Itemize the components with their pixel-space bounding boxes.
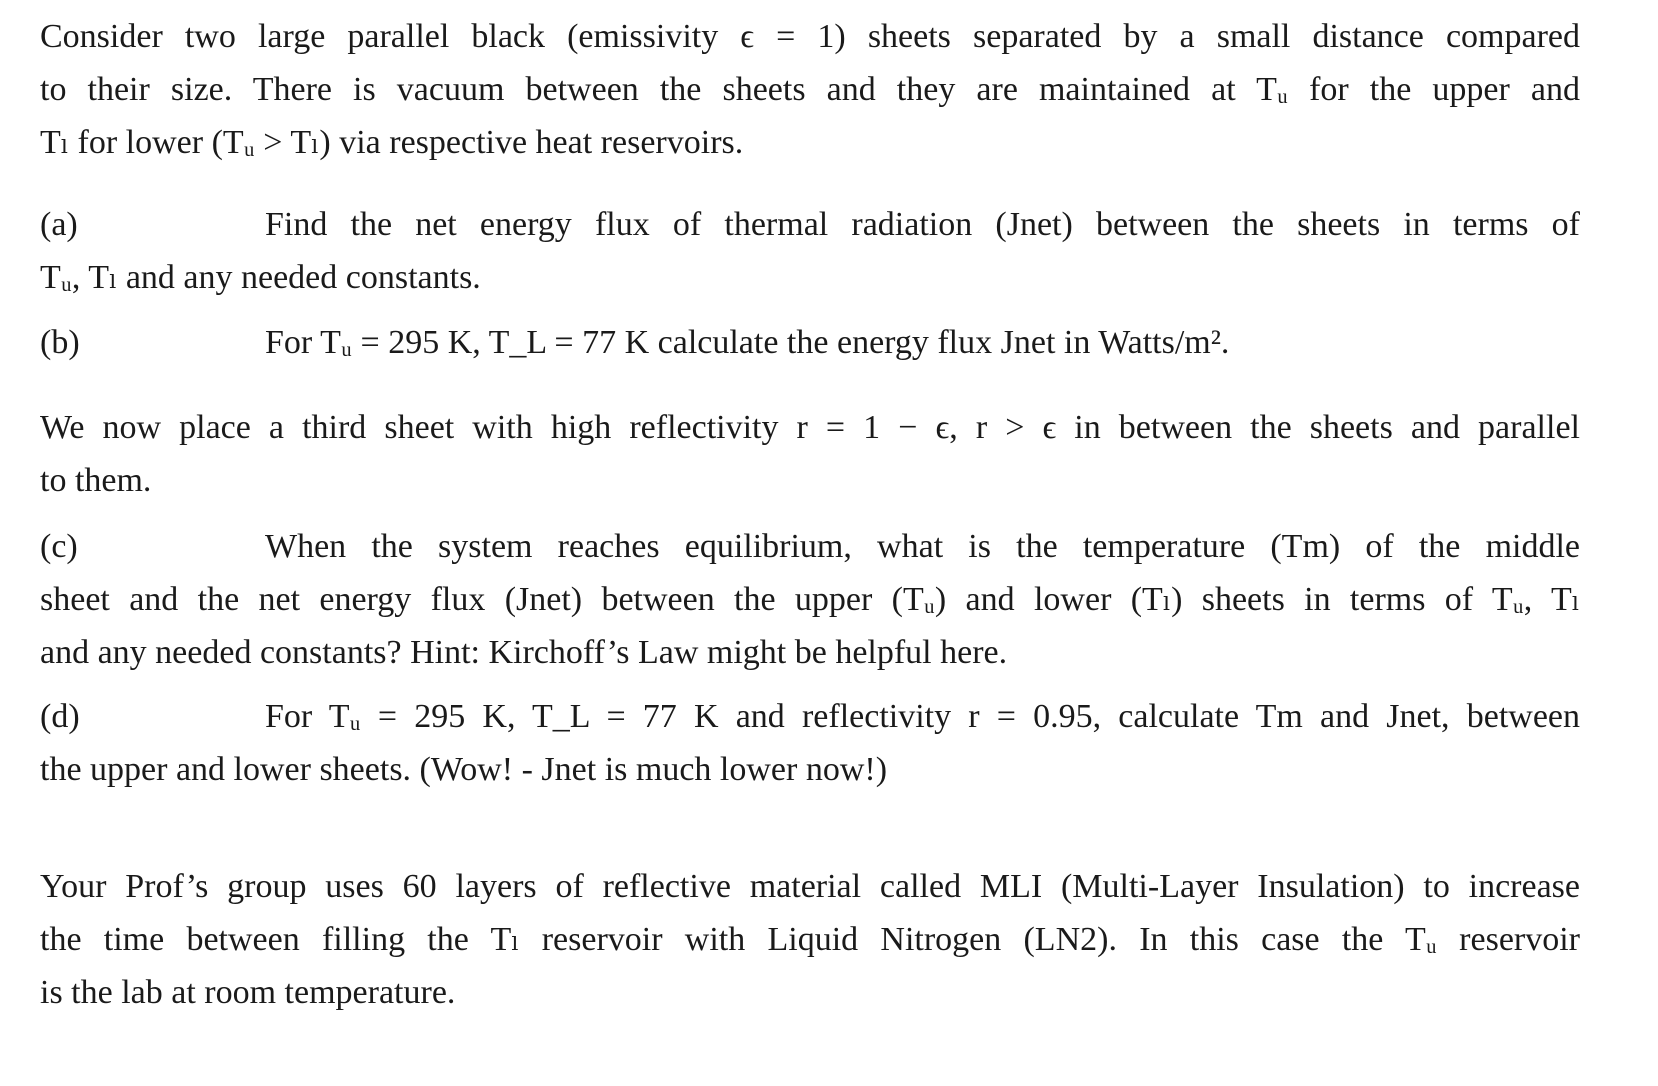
part-d-text-1: For Tᵤ = 295 K, T_L = 77 K and reflectivity r = 0.95, calculate Tm and Jnet, between — [265, 698, 1580, 735]
part-d-line-1 — [40, 690, 1580, 743]
mli-line-3: is the lab at room temperature. — [40, 974, 456, 1011]
part-d-line-2: the upper and lower sheets. (Wow! - Jnet is much lower now!) — [40, 751, 888, 788]
part-a — [40, 198, 1580, 304]
mli-paragraph — [40, 860, 1580, 1019]
part-c-line-3: and any needed constants? Hint: Kirchoff’s Law might be helpful here. — [40, 634, 1008, 671]
mli-line-1: Your Prof’s group uses 60 layers of reflective material called MLI (Multi-Layer Insulation) to increase — [40, 868, 1580, 905]
part-b — [40, 316, 1580, 369]
part-b-label: (b) — [40, 324, 80, 361]
part-b-line-1 — [40, 316, 1580, 369]
part-a-label: (a) — [40, 206, 78, 243]
intro-line-2: to their size. There is vacuum between the sheets and they are maintained at Tᵤ for the upper and — [40, 71, 1580, 108]
part-d-label: (d) — [40, 698, 80, 735]
intro-line-3: Tₗ for lower (Tᵤ > Tₗ) via respective heat reservoirs. — [40, 124, 744, 161]
part-b-text-1: For Tᵤ = 295 K, T_L = 77 K calculate the energy flux Jnet in Watts/m². — [265, 324, 1230, 361]
part-c-line-1 — [40, 520, 1580, 573]
part-a-text-1: Find the net energy flux of thermal radiation (Jnet) between the sheets in terms of — [265, 206, 1580, 243]
part-c-text-1: When the system reaches equilibrium, what is the temperature (Tm) of the middle — [265, 528, 1580, 565]
part-c-line-2: sheet and the net energy flux (Jnet) between the upper (Tᵤ) and lower (Tₗ) sheets in terms of Tᵤ, Tₗ — [40, 581, 1580, 618]
third-sheet-line-1: We now place a third sheet with high reflectivity r = 1 − ϵ, r > ϵ in between the sheets and parallel — [40, 409, 1580, 446]
intro-paragraph — [40, 10, 1580, 169]
third-sheet-line-2: to them. — [40, 462, 152, 499]
part-a-line-2: Tᵤ, Tₗ and any needed constants. — [40, 259, 481, 296]
part-d — [40, 690, 1580, 796]
mli-line-2: the time between filling the Tₗ reservoir with Liquid Nitrogen (LN2). In this case the Tᵤ reservoir — [40, 921, 1580, 958]
part-c-label: (c) — [40, 528, 78, 565]
part-c — [40, 520, 1580, 679]
part-a-line-1 — [40, 198, 1580, 251]
intro-line-1: Consider two large parallel black (emissivity ϵ = 1) sheets separated by a small distance compared — [40, 18, 1580, 55]
third-sheet-paragraph — [40, 401, 1580, 507]
